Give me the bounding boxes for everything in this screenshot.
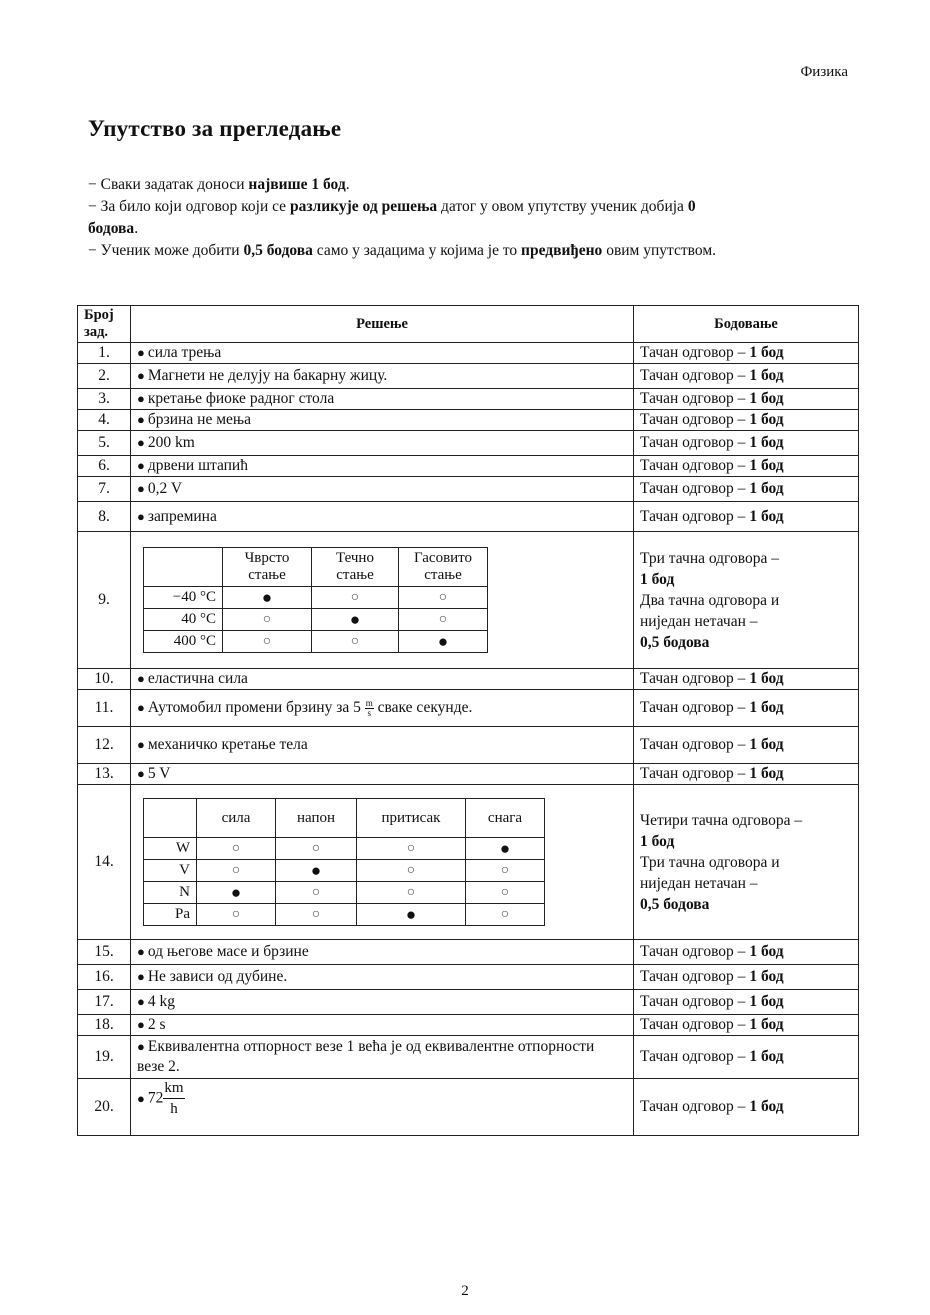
points-label: Тачан одговор – — [640, 670, 750, 687]
task-number: 15. — [78, 940, 131, 965]
solution-cell — [131, 456, 634, 477]
task-number: 17. — [78, 990, 131, 1015]
instruction-text: . — [134, 220, 139, 237]
solution-cell — [131, 690, 634, 727]
points-label: Тачан одговор – — [640, 1098, 750, 1115]
points-line: 1 бод — [640, 832, 675, 850]
solution-text: запремина — [147, 507, 217, 525]
grid-cell: ○ — [197, 904, 276, 926]
grid-cell: ○ — [312, 587, 399, 609]
grid-cell: ○ — [399, 587, 488, 609]
points-cell — [634, 669, 859, 690]
bullet: ● — [137, 391, 145, 406]
solution-text: кретање фиоке радног стола — [147, 390, 335, 407]
grid-cell: ○ — [276, 838, 357, 860]
points-line: 0,5 бодова — [640, 633, 710, 651]
points-cell — [634, 1015, 859, 1036]
solution-text: од његове масе и брзине — [147, 943, 309, 960]
points-value: 1 бод — [749, 367, 784, 384]
task-number: 9. — [78, 532, 131, 669]
grid-row — [144, 882, 545, 904]
fraction-denominator: h — [170, 1101, 178, 1117]
instruction-text: само у задацима у којима је то — [312, 242, 522, 259]
solution-text: брзина не мења — [147, 411, 251, 428]
grid-cell: ○ — [466, 860, 545, 882]
header-points: Бодовање — [634, 306, 859, 343]
instruction-bold: 0 бодова — [88, 198, 696, 237]
grid-col-header: снага — [466, 799, 545, 838]
table-row — [78, 343, 859, 364]
grid-cell: ○ — [312, 631, 399, 653]
task-number: 7. — [78, 477, 131, 502]
bullet: ● — [137, 435, 145, 450]
task-number: 6. — [78, 456, 131, 477]
task-number: 18. — [78, 1015, 131, 1036]
grid-corner — [144, 548, 223, 587]
points-cell — [634, 727, 859, 764]
table-row — [78, 764, 859, 785]
points-cell — [634, 764, 859, 785]
solution-text: еластична сила — [147, 670, 248, 687]
points-label: Тачан одговор – — [640, 411, 750, 428]
unit-fraction — [365, 699, 374, 718]
points-value: 1 бод — [749, 411, 784, 428]
bullet: ● — [137, 412, 145, 427]
instruction-text: датог у овом упутству ученик добија — [437, 198, 688, 215]
points-value: 1 бод — [749, 1098, 784, 1115]
points-cell — [634, 785, 859, 940]
solution-cell — [131, 343, 634, 364]
points-value: 1 бод — [749, 480, 784, 497]
solution-cell — [131, 410, 634, 431]
points-value: 1 бод — [749, 670, 784, 687]
solution-text: 2 s — [147, 1016, 166, 1033]
instruction-text: − Ученик може добити — [88, 242, 244, 259]
grid-cell: ○ — [357, 882, 466, 904]
solution-cell — [131, 1015, 634, 1036]
table-row — [78, 990, 859, 1015]
points-label: Тачан одговор – — [640, 367, 750, 384]
header-solution: Решење — [131, 306, 634, 343]
task-number: 12. — [78, 727, 131, 764]
solution-text: Еквивалентна отпорност везе 1 већа је од еквивалентне отпорности везе 2. — [137, 1038, 595, 1075]
solution-text: дрвени штапић — [147, 457, 248, 474]
table-row — [78, 690, 859, 727]
points-value: 1 бод — [749, 1048, 784, 1065]
q9-answer-grid — [143, 547, 488, 653]
fraction-numerator: km — [163, 1081, 184, 1099]
instruction-2 — [88, 196, 718, 240]
points-cell — [634, 1079, 859, 1136]
bullet: ● — [137, 994, 145, 1009]
table-row — [78, 410, 859, 431]
instruction-bold: предвиђено — [521, 242, 603, 259]
points-value: 1 бод — [749, 457, 784, 474]
task-number: 4. — [78, 410, 131, 431]
table-row — [78, 502, 859, 532]
grid-cell: ● — [357, 904, 466, 926]
task-number: 10. — [78, 669, 131, 690]
grid-cell: ○ — [197, 838, 276, 860]
task-number: 19. — [78, 1036, 131, 1079]
points-cell — [634, 477, 859, 502]
instruction-text: овим упутством. — [602, 242, 716, 259]
points-cell — [634, 389, 859, 410]
grid-row-label: N — [144, 882, 197, 904]
grid-col-header: Гасовито стање — [399, 548, 488, 587]
table-header-row — [78, 306, 859, 343]
task-number: 14. — [78, 785, 131, 940]
grid-row-label: −40 °C — [144, 587, 223, 609]
grid-cell: ○ — [357, 860, 466, 882]
instruction-text: − Сваки задатак доноси — [88, 176, 249, 193]
instruction-bold: 0,5 бодова — [243, 242, 313, 259]
points-value: 1 бод — [749, 968, 784, 985]
solution-cell — [131, 965, 634, 990]
grid-cell: ○ — [466, 882, 545, 904]
points-label: Тачан одговор – — [640, 699, 750, 716]
points-cell — [634, 965, 859, 990]
bullet: ● — [137, 699, 145, 715]
table-row — [78, 431, 859, 456]
subject-header: Физика — [800, 64, 848, 80]
grid-col-header: напон — [276, 799, 357, 838]
solution-text: сила трења — [147, 344, 222, 361]
grid-cell: ● — [276, 860, 357, 882]
points-value: 1 бод — [749, 507, 784, 525]
table-row — [78, 1079, 859, 1136]
table-row — [78, 1015, 859, 1036]
grid-cell: ○ — [399, 609, 488, 631]
solution-cell — [131, 389, 634, 410]
task-number: 1. — [78, 343, 131, 364]
grid-row-label: 40 °C — [144, 609, 223, 631]
grading-table — [77, 305, 859, 1136]
table-row — [78, 727, 859, 764]
points-label: Тачан одговор – — [640, 344, 750, 361]
points-value: 1 бод — [749, 344, 784, 361]
points-cell — [634, 532, 859, 669]
table-row — [78, 456, 859, 477]
points-label: Тачан одговор – — [640, 457, 750, 474]
table-row — [78, 364, 859, 389]
points-cell — [634, 940, 859, 965]
points-cell — [634, 1036, 859, 1079]
task-number: 16. — [78, 965, 131, 990]
points-label: Тачан одговор – — [640, 1048, 750, 1065]
task-number: 13. — [78, 764, 131, 785]
page-title: Упутство за прегледање — [88, 116, 342, 141]
points-line: 1 бод — [640, 570, 675, 588]
solution-text: Аутомобил промени брзину за 5 — [147, 698, 361, 716]
points-value: 1 бод — [749, 434, 784, 451]
table-row — [78, 477, 859, 502]
bullet: ● — [137, 508, 145, 524]
instruction-3 — [88, 240, 778, 262]
grid-cell: ○ — [197, 860, 276, 882]
instruction-bold: разликује од решења — [289, 198, 438, 215]
task-number: 3. — [78, 389, 131, 410]
solution-cell — [131, 669, 634, 690]
instruction-1 — [88, 174, 808, 196]
solution-text: 72 — [147, 1089, 164, 1107]
task-number: 2. — [78, 364, 131, 389]
grid-cell: ● — [223, 587, 312, 609]
grid-cell: ● — [312, 609, 399, 631]
points-value: 1 бод — [749, 993, 784, 1010]
task-number: 20. — [78, 1079, 131, 1136]
bullet: ● — [137, 969, 145, 984]
solution-text: Магнети не делују на бакарну жицу. — [147, 367, 388, 384]
table-body — [78, 343, 859, 1136]
points-cell — [634, 690, 859, 727]
solution-cell — [131, 727, 634, 764]
points-cell — [634, 502, 859, 532]
solution-cell — [131, 1079, 634, 1136]
solution-cell — [131, 764, 634, 785]
solution-text: 5 V — [147, 765, 171, 782]
solution-cell — [131, 431, 634, 456]
bullet: ● — [137, 1017, 145, 1032]
solution-cell — [131, 502, 634, 532]
solution-cell — [131, 990, 634, 1015]
bullet: ● — [137, 481, 145, 496]
points-cell — [634, 410, 859, 431]
bullet: ● — [137, 345, 145, 360]
points-cell — [634, 364, 859, 389]
points-label: Тачан одговор – — [640, 993, 750, 1010]
bullet: ● — [137, 944, 145, 959]
grid-header-row — [144, 799, 545, 838]
grid-row — [144, 838, 545, 860]
header-task-number: Број зад. — [78, 306, 131, 343]
bullet: ● — [137, 1039, 145, 1054]
grid-row-label: 400 °C — [144, 631, 223, 653]
grid-cell: ○ — [276, 882, 357, 904]
points-cell — [634, 343, 859, 364]
grid-cell: ○ — [223, 631, 312, 653]
points-value: 1 бод — [749, 765, 784, 782]
grid-row — [144, 860, 545, 882]
solution-text: 4 kg — [147, 993, 175, 1010]
grid-row — [144, 631, 488, 653]
grid-row-label: Pa — [144, 904, 197, 926]
grid-row — [144, 609, 488, 631]
solution-cell — [131, 532, 634, 669]
instructions — [88, 174, 808, 262]
grid-cell: ○ — [276, 904, 357, 926]
grid-cell: ● — [197, 882, 276, 904]
solution-cell — [131, 477, 634, 502]
fraction-numerator: m — [365, 697, 373, 708]
points-value: 1 бод — [749, 699, 784, 716]
grid-row — [144, 587, 488, 609]
solution-cell — [131, 364, 634, 389]
points-value: 1 бод — [749, 736, 784, 753]
points-label: Тачан одговор – — [640, 765, 750, 782]
grid-col-header: Течно стање — [312, 548, 399, 587]
task-number: 11. — [78, 690, 131, 727]
points-breakdown — [640, 548, 852, 653]
points-cell — [634, 990, 859, 1015]
points-line: Три тачна одговора и ниједан нетачан – — [640, 853, 780, 892]
points-label: Тачан одговор – — [640, 480, 750, 497]
table-row — [78, 785, 859, 940]
instruction-bold: највише 1 бод — [248, 176, 346, 193]
points-cell — [634, 456, 859, 477]
solution-cell — [131, 785, 634, 940]
points-label: Тачан одговор – — [640, 434, 750, 451]
grid-col-header: сила — [197, 799, 276, 838]
table-row — [78, 532, 859, 669]
bullet: ● — [137, 671, 145, 686]
points-label: Тачан одговор – — [640, 390, 750, 407]
bullet: ● — [137, 737, 145, 752]
solution-text: 0,2 V — [147, 480, 183, 497]
table-row — [78, 965, 859, 990]
page-number: 2 — [461, 1283, 469, 1299]
grid-row-label: W — [144, 838, 197, 860]
points-value: 1 бод — [749, 390, 784, 407]
grid-header-row — [144, 548, 488, 587]
grid-cell: ● — [399, 631, 488, 653]
grid-col-header: притисак — [357, 799, 466, 838]
fraction-denominator: s — [367, 707, 371, 718]
points-cell — [634, 431, 859, 456]
points-line: 0,5 бодова — [640, 895, 710, 913]
bullet: ● — [137, 458, 145, 473]
points-line: Два тачна одговора и ниједан нетачан – — [640, 591, 780, 630]
points-label: Тачан одговор – — [640, 968, 750, 985]
points-label: Тачан одговор – — [640, 1016, 750, 1033]
grid-cell: ● — [466, 838, 545, 860]
bullet: ● — [137, 368, 145, 383]
points-line: Три тачна одговора – — [640, 549, 779, 567]
grid-cell: ○ — [466, 904, 545, 926]
grid-row-label: V — [144, 860, 197, 882]
points-label: Тачан одговор – — [640, 943, 750, 960]
grid-cell: ○ — [357, 838, 466, 860]
points-value: 1 бод — [749, 943, 784, 960]
task-number: 5. — [78, 431, 131, 456]
points-breakdown — [640, 810, 852, 915]
points-label: Тачан одговор – — [640, 507, 750, 525]
grid-row — [144, 904, 545, 926]
instruction-text: − За било који одговор који се — [88, 198, 290, 215]
solution-text: 200 km — [147, 434, 195, 451]
table-row — [78, 669, 859, 690]
points-label: Тачан одговор – — [640, 736, 750, 753]
unit-fraction — [163, 1081, 184, 1117]
task-number: 8. — [78, 502, 131, 532]
solution-text: механичко кретање тела — [147, 736, 308, 753]
points-value: 1 бод — [749, 1016, 784, 1033]
table-row — [78, 389, 859, 410]
solution-cell — [131, 940, 634, 965]
points-line: Четири тачна одговора – — [640, 811, 803, 829]
solution-cell — [131, 1036, 634, 1079]
q14-answer-grid — [143, 798, 545, 926]
bullet: ● — [137, 1090, 145, 1106]
instruction-text: . — [345, 176, 350, 193]
grid-corner — [144, 799, 197, 838]
solution-text: Не зависи од дубине. — [147, 968, 288, 985]
grid-cell: ○ — [223, 609, 312, 631]
table-row — [78, 940, 859, 965]
solution-text: сваке секунде. — [373, 698, 473, 716]
bullet: ● — [137, 766, 145, 781]
table-row — [78, 1036, 859, 1079]
grid-col-header: Чврсто стање — [223, 548, 312, 587]
